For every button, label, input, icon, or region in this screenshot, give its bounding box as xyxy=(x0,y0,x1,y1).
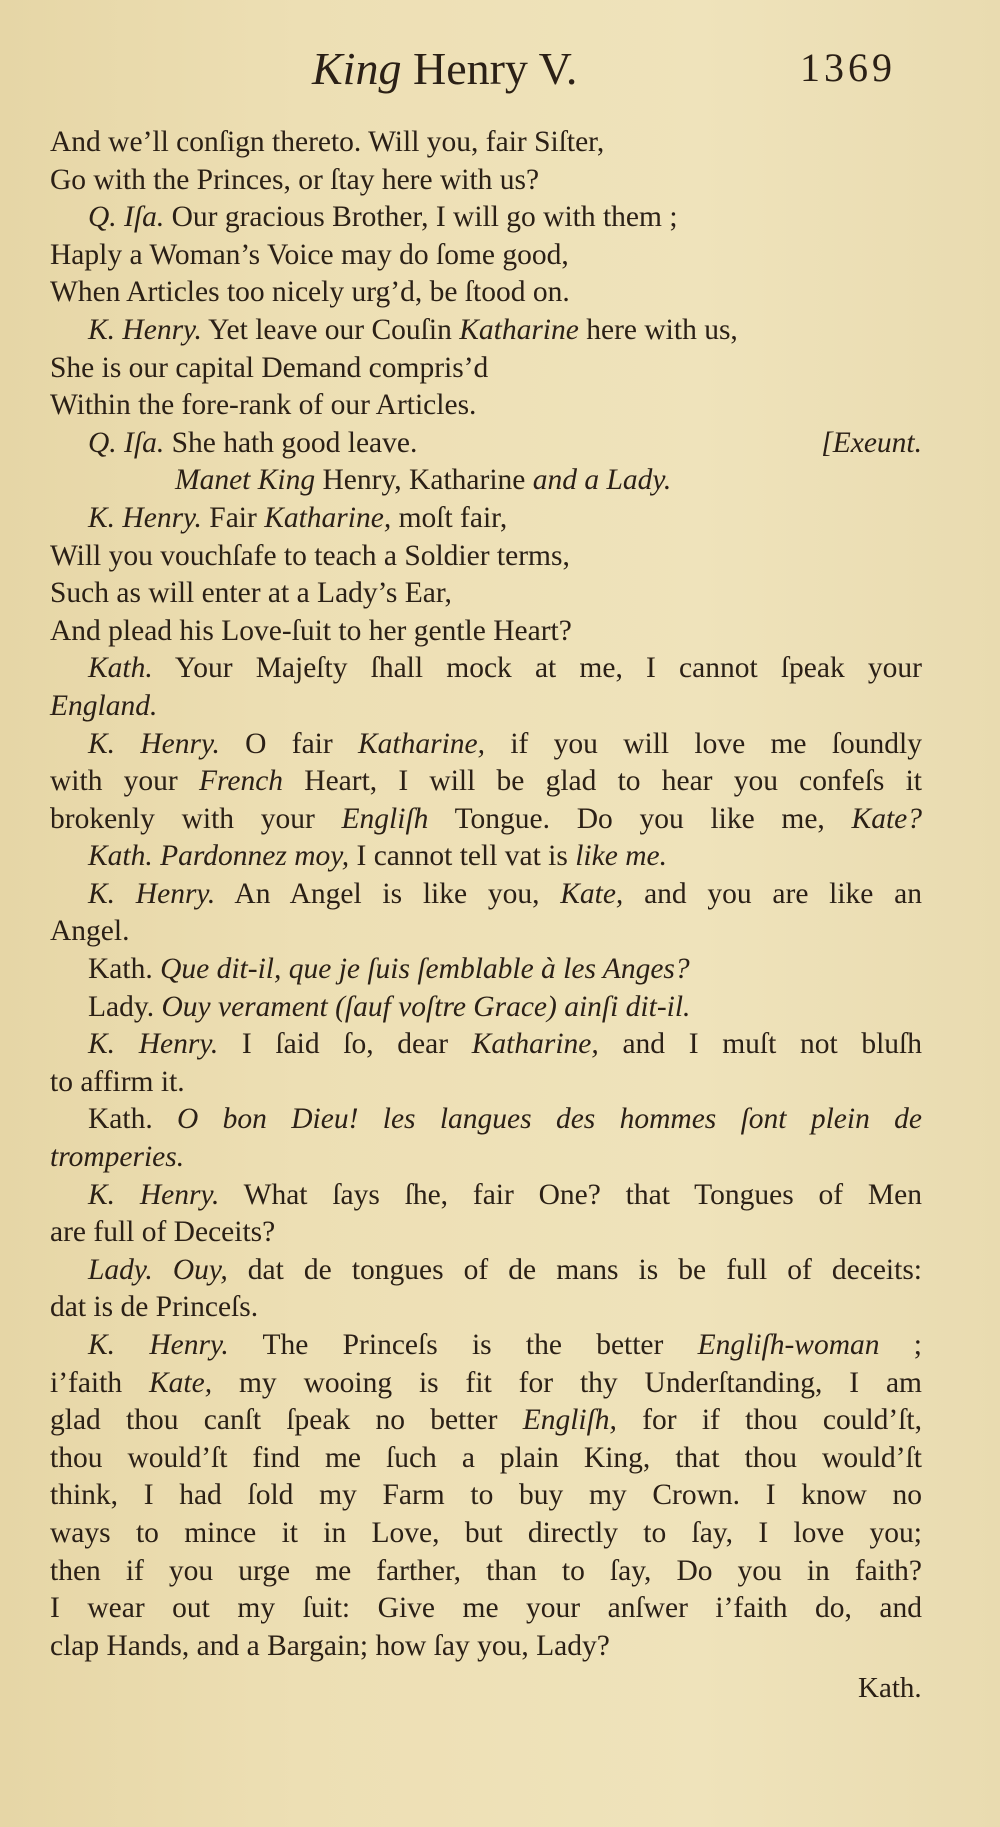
text-segment: with your xyxy=(50,765,199,798)
text-line xyxy=(50,1515,922,1553)
text-segment: here with us, xyxy=(578,313,738,346)
text-segment: then if you urge me farther, than to ſay, Do you in faith? xyxy=(50,1554,922,1587)
text-segment: An Angel is like you, xyxy=(215,877,561,910)
italic-text: like me. xyxy=(575,840,667,873)
text-line xyxy=(50,575,922,613)
italic-text: tromperies. xyxy=(50,1141,185,1174)
italic-text: Katharine, xyxy=(264,501,392,534)
italic-text: Katharine xyxy=(459,313,579,346)
text-segment: Heart, I will be glad to hear you confeſs it xyxy=(283,765,922,798)
play-text xyxy=(50,124,922,1665)
italic-text: Engliſh xyxy=(341,802,429,835)
text-line xyxy=(50,1214,922,1252)
speech-line xyxy=(50,951,922,989)
text-segment: Kath. xyxy=(88,953,161,986)
text-line xyxy=(50,237,922,275)
text-segment: O fair xyxy=(219,727,358,760)
text-line xyxy=(50,1289,922,1327)
stage-direction-exeunt: [Exeunt. xyxy=(821,426,922,459)
text-segment: I cannot tell vat is xyxy=(349,840,576,873)
text-segment: Yet leave our Couſin xyxy=(201,313,460,346)
text-line xyxy=(50,688,922,726)
text-segment: She is our capital Demand compris’d xyxy=(50,351,489,384)
speech-line xyxy=(50,1026,922,1064)
text-segment: ; xyxy=(879,1329,922,1361)
italic-text: K. Henry. xyxy=(88,313,202,346)
text-segment: my wooing is fit for thy Underſtanding, I am xyxy=(212,1366,922,1399)
italic-text: Kath. xyxy=(88,652,153,685)
italic-text: Manet King xyxy=(175,464,316,497)
italic-text: French xyxy=(198,765,284,798)
text-segment: Kath. xyxy=(88,1103,178,1136)
italic-text: Lady. Ouy, xyxy=(88,1253,228,1286)
italic-text: K. Henry. xyxy=(88,501,202,534)
text-segment: Fair xyxy=(201,501,265,534)
text-segment: Such as will enter at a Lady’s Ear, xyxy=(50,577,452,610)
text-segment: Our gracious Brother, I will go with them ; xyxy=(164,201,678,234)
text-line xyxy=(50,124,922,162)
text-line xyxy=(50,801,922,839)
speech-line xyxy=(50,312,922,350)
text-segment: Haply a Woman’s Voice may do ſome good, xyxy=(50,238,569,271)
title-italic: King xyxy=(312,43,402,94)
text-line xyxy=(50,350,922,388)
italic-text: Kate, xyxy=(148,1366,213,1399)
text-line xyxy=(50,1064,922,1102)
italic-text: K. Henry. xyxy=(88,1178,220,1211)
italic-text: K. Henry. xyxy=(88,1329,229,1361)
stage-direction xyxy=(50,462,922,500)
text-segment: Tongue. Do you like me, xyxy=(428,802,852,835)
text-segment: I wear out my ſuit: Give me your anſwer i’faith do, and xyxy=(50,1592,922,1625)
text-line xyxy=(50,613,922,651)
text-segment: The Princeſs is the better xyxy=(228,1329,698,1361)
text-segment: if you will love me ſoundly xyxy=(485,727,922,760)
text-segment: and you are like an xyxy=(623,877,922,910)
text-segment: And we’ll conſign thereto. Will you, fair Siſter, xyxy=(50,126,605,158)
text-segment: thou would’ſt find me ſuch a plain King, that thou would’ſt xyxy=(50,1441,922,1474)
text-segment: Will you vouchſafe to teach a Soldier terms, xyxy=(50,539,570,572)
text-line xyxy=(50,538,922,576)
text-segment: i’faith xyxy=(50,1366,149,1399)
text-segment: I ſaid ſo, dear xyxy=(218,1028,472,1061)
text-segment: and I muſt not bluſh xyxy=(598,1028,922,1061)
text-segment: think, I had ſold my Farm to buy my Crown. I know no xyxy=(50,1479,922,1512)
text-line xyxy=(50,1440,922,1478)
speech-line xyxy=(50,1101,922,1139)
speech-line xyxy=(50,726,922,764)
speech-line xyxy=(50,650,922,688)
text-segment: She hath good leave. xyxy=(164,426,418,459)
italic-text: Kate? xyxy=(851,802,922,835)
speech-line xyxy=(50,838,922,876)
italic-text: Kate, xyxy=(560,877,624,910)
text-line xyxy=(50,913,922,951)
text-line xyxy=(50,1139,922,1177)
text-segment: are full of Deceits? xyxy=(50,1216,276,1249)
italic-text: K. Henry. xyxy=(88,877,216,910)
text-line xyxy=(50,1402,922,1440)
text-line xyxy=(50,1477,922,1515)
italic-text: O bon Dieu! les langues des hommes ſont plein de xyxy=(177,1103,922,1136)
text-line xyxy=(50,1590,922,1628)
italic-text: Engliſh, xyxy=(522,1404,617,1437)
speech-line xyxy=(50,1252,922,1290)
text-segment: moſt fair, xyxy=(391,501,508,534)
speech-line xyxy=(50,199,922,237)
italic-text: K. Henry. xyxy=(88,1028,219,1061)
text-line xyxy=(50,763,922,801)
speech-line xyxy=(50,1327,922,1365)
italic-text: K. Henry. xyxy=(88,727,220,760)
italic-text: Que dit-il, que je ſuis ſemblable à les Anges? xyxy=(160,953,690,986)
text-line xyxy=(50,1628,922,1666)
text-segment: Lady. xyxy=(88,990,162,1023)
speech-line xyxy=(50,1177,922,1215)
text-segment: Henry, Katharine xyxy=(315,464,533,497)
speech-line xyxy=(50,425,922,463)
italic-text: England. xyxy=(50,689,158,722)
italic-text: Katharine, xyxy=(471,1028,599,1061)
text-segment: ways to mince it in Love, but directly to ſay, I love you; xyxy=(50,1516,922,1549)
catchword: Kath. xyxy=(858,1672,922,1704)
text-line xyxy=(50,1365,922,1403)
speech-line xyxy=(50,500,922,538)
text-segment: When Articles too nicely urg’d, be ſtood on. xyxy=(50,276,570,309)
italic-text: Q. Iſa. xyxy=(88,426,165,459)
text-line xyxy=(50,162,922,200)
text-segment: for if thou could’ſt, xyxy=(616,1404,922,1437)
italic-text: Q. Iſa. xyxy=(88,201,165,234)
text-segment: dat de tongues of de mans is be full of deceits: xyxy=(227,1253,922,1286)
text-segment: glad thou canſt ſpeak no better xyxy=(50,1404,523,1437)
speech-line xyxy=(50,876,922,914)
page-number: 1369 xyxy=(800,45,896,90)
italic-text: and a Lady. xyxy=(532,464,672,497)
text-segment: Go with the Princes, or ſtay here with us? xyxy=(50,163,540,196)
running-header xyxy=(0,42,1000,102)
text-segment: to affirm it. xyxy=(50,1065,185,1098)
italic-text: Kath. Pardonnez moy, xyxy=(88,840,350,873)
title-rest: Henry V. xyxy=(401,43,578,94)
text-segment: clap Hands, and a Bargain; how ſay you, Lady? xyxy=(50,1629,610,1662)
italic-text: Engliſh-woman xyxy=(697,1329,880,1361)
text-segment: Your Majeſty ſhall mock at me, I cannot ſpeak your xyxy=(152,652,922,685)
speech-line xyxy=(50,989,922,1027)
running-title xyxy=(312,42,577,95)
text-segment: brokenly with your xyxy=(50,802,342,835)
text-segment: And plead his Love-ſuit to her gentle Heart? xyxy=(50,614,572,647)
text-line xyxy=(50,1553,922,1591)
text-segment: dat is de Princeſs. xyxy=(50,1291,259,1324)
text-segment: What ſays ſhe, fair One? that Tongues of Men xyxy=(219,1178,922,1211)
text-line xyxy=(50,274,922,312)
text-segment: Within the fore-rank of our Articles. xyxy=(50,389,477,422)
italic-text: Katharine, xyxy=(357,727,486,760)
text-segment: Angel. xyxy=(50,915,130,948)
italic-text: Ouy verament (ſauf voſtre Grace) ainſi dit-il. xyxy=(161,990,691,1023)
text-line xyxy=(50,387,922,425)
